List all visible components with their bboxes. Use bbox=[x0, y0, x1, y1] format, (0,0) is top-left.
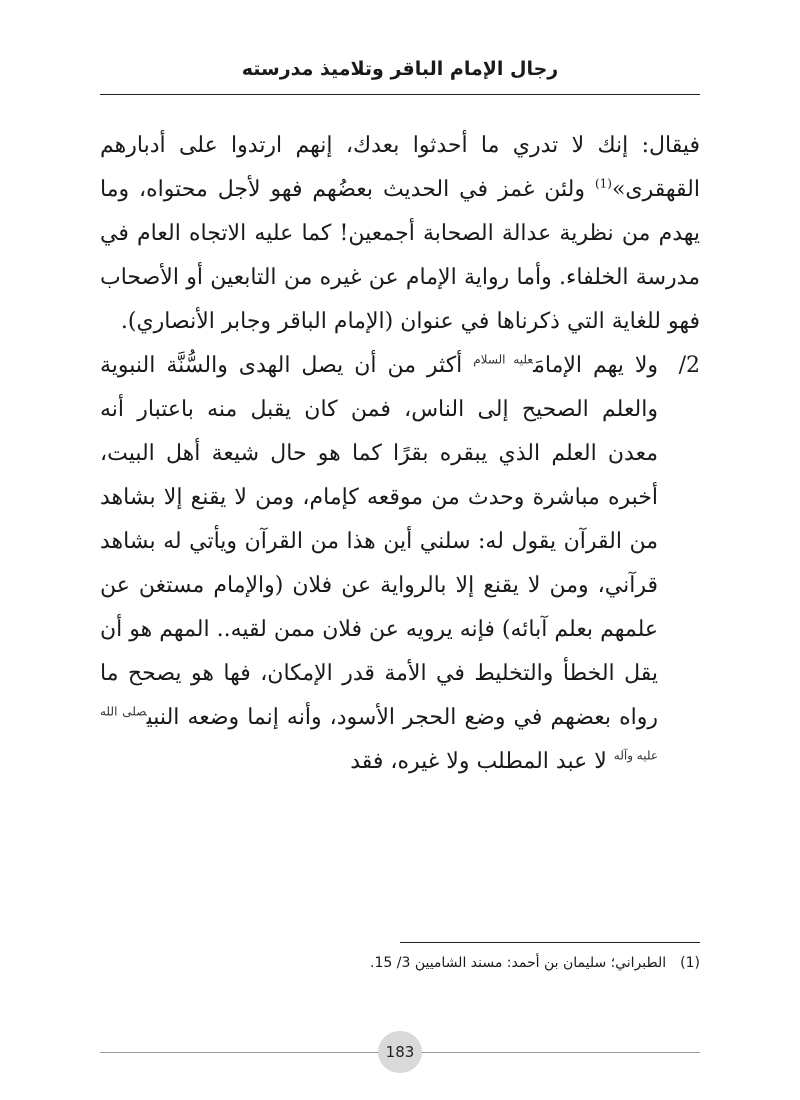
running-header: رجال الإمام الباقر وتلاميذ مدرسته bbox=[241, 58, 559, 80]
header-rule bbox=[100, 94, 700, 95]
list-item-2-marker: 2/ bbox=[678, 353, 700, 378]
page-number: 183 bbox=[378, 1031, 422, 1073]
list-item-2-part-2: أكثر من أن يصل الهدى والسُّنَّة النبوية والعلم الصحيح إلى الناس، فمن كان يقبل منه باعتبار أنه معدن العلم الذي يبقره بقرًا كما هو حال شيعة أهل البيت، أخبره مباشرة وحدث من موقعه كإمام، ومن لا يقنع إلا بشاهد من القرآن يقول له: سلني أين هذا من القرآن ويأتي له بشاهد قرآني، ومن لا يقنع إلا بالرواية عن فلان (والإمام مستغن عن علمهم بعلم آبائه) فإنه يرويه عن فلان ممن لقيه.. المهم هو أن يقل الخطأ والتخليط في الأمة قدر الإمكان، فها هو يصحح ما رواه بعضهم في وضع الحجر الأسود، وأنه إنما وضعه النبي bbox=[100, 353, 658, 730]
page-number-area bbox=[100, 1031, 700, 1075]
list-item-2 bbox=[100, 344, 700, 784]
honorific-symbol-1: عليه السلام bbox=[473, 352, 534, 367]
footnote-ref-1[interactable]: (1) bbox=[594, 176, 612, 191]
footnote-1 bbox=[100, 955, 700, 971]
honorific-symbol-2: صلى الله عليه وآله bbox=[100, 704, 658, 763]
footnote-1-number: (1) bbox=[680, 955, 700, 971]
footnote-rule bbox=[400, 942, 700, 943]
list-item-2-part-3: لا عبد المطلب ولا غيره، فقد bbox=[350, 749, 614, 774]
paragraph-1-part-2: ولئن غمز في الحديث بعضُهم فهو لأجل محتواه، وما يهدم من نظرية عدالة الصحابة أجمعين! كما عليه الاتجاه العام في مدرسة الخلفاء. وأما رواية الإمام عن غيره من التابعين أو الأصحاب فهو للغاية التي ذكرناها في عنوان (الإمام الباقر وجابر الأنصاري). bbox=[100, 177, 700, 334]
body-text bbox=[100, 124, 700, 784]
list-item-2-part-1: ولا يهم الإمامَ bbox=[533, 353, 659, 378]
paragraph-1 bbox=[100, 124, 700, 344]
footnote-1-text: الطبراني؛ سليمان بن أحمد: مسند الشاميين 3/ 15. bbox=[370, 955, 667, 971]
paragraph-1-part-1: فيقال: إنك لا تدري ما أحدثوا بعدك، إنهم ارتدوا على أدبارهم القهقرى» bbox=[100, 133, 700, 202]
